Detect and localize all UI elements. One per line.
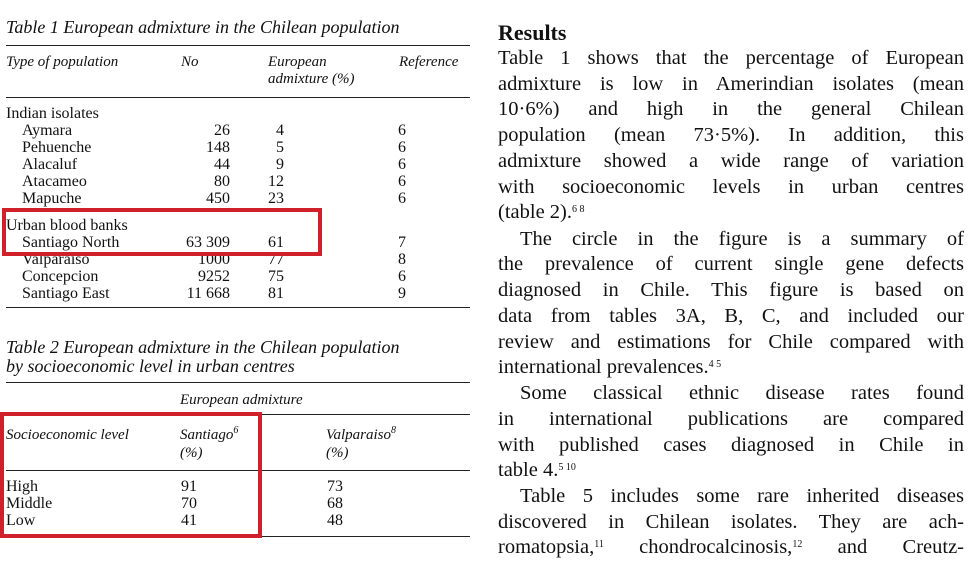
table1-row-no: 44 [214, 156, 230, 173]
table1-row-ref: 8 [398, 251, 406, 268]
table1-row-name: Santiago North [22, 234, 120, 251]
citation-superscript: 6 8 [572, 204, 585, 215]
results-line: Table 1 shows that the percentage of European [498, 47, 964, 69]
table1-header-type: Type of population [6, 54, 119, 70]
table2-row-valparaiso: 48 [327, 512, 343, 529]
table1-row-ref: 6 [398, 268, 406, 285]
table1-row-admixture: 75 [268, 268, 284, 285]
results-line: in international publications are compared [498, 408, 964, 430]
table1-row-ref: 6 [398, 139, 406, 156]
table2-header-valparaiso-unit: (%) [326, 445, 349, 461]
results-line: Table 5 includes some rare inherited diseases [520, 485, 964, 507]
results-line-text: and Creutz- [802, 536, 964, 558]
table2-row-santiago: 91 [181, 478, 197, 495]
table1-row-name: Alacaluf [22, 156, 78, 173]
results-line-text: romatopsia, [498, 536, 595, 558]
table1-row-no: 26 [214, 122, 230, 139]
table1-bottom-rule [6, 307, 470, 308]
results-line-text: chondrocalcinosis, [603, 536, 793, 558]
table2-group-header: European admixture [180, 392, 303, 408]
table1-row-ref: 6 [398, 122, 406, 139]
results-line: discovered in Chilean isolates. They are ach- [498, 511, 964, 533]
table1-row-name: Concepcion [22, 268, 99, 285]
table1-row-no: 450 [206, 190, 230, 207]
citation-superscript: 5 10 [558, 462, 576, 473]
table2-header-santiago-label: Santiago [180, 427, 234, 443]
results-line: with socioeconomic levels in urban centres [498, 176, 964, 198]
table1-row-name: Pehuenche [22, 139, 92, 156]
results-line: with published cases diagnosed in Chile in [498, 434, 964, 456]
table1-row-name: Santiago East [22, 285, 110, 302]
results-line [498, 355, 964, 381]
table1-row-admixture: 4 [276, 122, 284, 139]
table1-row-no: 1000 [198, 251, 230, 268]
table1-row-ref: 9 [398, 285, 406, 302]
results-line-text: table 4. [498, 459, 559, 481]
citation-superscript: 11 [594, 539, 604, 550]
results-heading: Results [498, 20, 567, 45]
table1-header-admixture-2: admixture (%) [268, 71, 355, 87]
table2-row-santiago: 41 [181, 512, 197, 529]
table1-row-ref: 6 [398, 173, 406, 190]
table1-header-no: No [181, 54, 199, 70]
table2-caption-line1: Table 2 European admixture in the Chilean population [6, 337, 400, 357]
results-line: data from tables 3A, B, C, and included our [498, 305, 964, 327]
table2-row-level: Middle [6, 495, 53, 512]
table1-caption: Table 1 European admixture in the Chilean population [6, 17, 400, 37]
results-line: population (mean 73·5%). In addition, this [498, 124, 964, 146]
table1-row-ref: 6 [398, 190, 406, 207]
table2-row-valparaiso: 73 [327, 478, 343, 495]
table1-row-no: 148 [206, 139, 230, 156]
table1-top-rule [6, 45, 470, 46]
table2-row-level: High [6, 478, 38, 495]
table2-header-valparaiso-ref: 8 [391, 425, 397, 436]
table1-row-no: 63 309 [186, 234, 230, 251]
table1-header-admixture-1: European [268, 54, 327, 70]
table1-highlight-box [2, 208, 322, 256]
results-line [498, 535, 964, 561]
table1-row-ref: 7 [398, 234, 406, 251]
table1-group-label: Urban blood banks [6, 217, 128, 234]
table2-header-valparaiso-label: Valparaiso [326, 427, 392, 443]
table1-row-admixture: 81 [268, 285, 284, 302]
results-line [498, 200, 964, 226]
table1-row-name: Valparaiso [22, 251, 90, 268]
table1-row-admixture: 77 [268, 251, 284, 268]
table1-row-admixture: 23 [268, 190, 284, 207]
table1-row-no: 9252 [198, 268, 230, 285]
table2-row-santiago: 70 [181, 495, 197, 512]
results-line: admixture is low in Amerindian isolates (mean [498, 73, 964, 95]
results-line: Some classical ethnic disease rates found [520, 382, 964, 404]
table1-row-no: 80 [214, 173, 230, 190]
table2-top-rule [6, 382, 470, 383]
table2-header-valparaiso [326, 427, 396, 444]
results-line: admixture showed a wide range of variation [498, 150, 964, 172]
table1-row-admixture: 61 [268, 234, 284, 251]
table1-row-name: Aymara [22, 122, 73, 139]
citation-superscript: 12 [792, 539, 803, 550]
table2-header-level: Socioeconomic level [6, 427, 129, 443]
table1-group-label: Indian isolates [6, 105, 99, 122]
results-line: review and estimations for Chile compared with [498, 331, 964, 353]
table1-header-rule [6, 97, 470, 98]
table2-row-level: Low [6, 512, 36, 529]
table1-row-admixture: 5 [276, 139, 284, 156]
table1-row-admixture: 12 [268, 173, 284, 190]
results-line [498, 458, 964, 484]
table1-row-ref: 6 [398, 156, 406, 173]
table2-header-santiago-ref: 6 [233, 425, 239, 436]
table1-header-reference: Reference [399, 54, 459, 70]
results-line: diagnosed in Chile. This figure is based on [498, 279, 964, 301]
results-line: 10·6%) and high in the general Chilean [498, 98, 964, 120]
table2-header-santiago-unit: (%) [180, 445, 203, 461]
results-line: The circle in the figure is a summary of [520, 228, 964, 250]
table1-row-name: Atacameo [22, 173, 87, 190]
table2-highlight-box [0, 412, 262, 538]
results-line-text: international prevalences. [498, 356, 709, 378]
table2-row-valparaiso: 68 [327, 495, 343, 512]
table1-row-name: Mapuche [22, 190, 82, 207]
table1-row-admixture: 9 [276, 156, 284, 173]
table2-caption-line2: by socioeconomic level in urban centres [6, 356, 295, 376]
results-line-text: (table 2). [498, 201, 572, 223]
results-line: the prevalence of current single gene defects [498, 253, 964, 275]
citation-superscript: 4 5 [708, 359, 722, 370]
table1-row-no: 11 668 [186, 285, 230, 302]
